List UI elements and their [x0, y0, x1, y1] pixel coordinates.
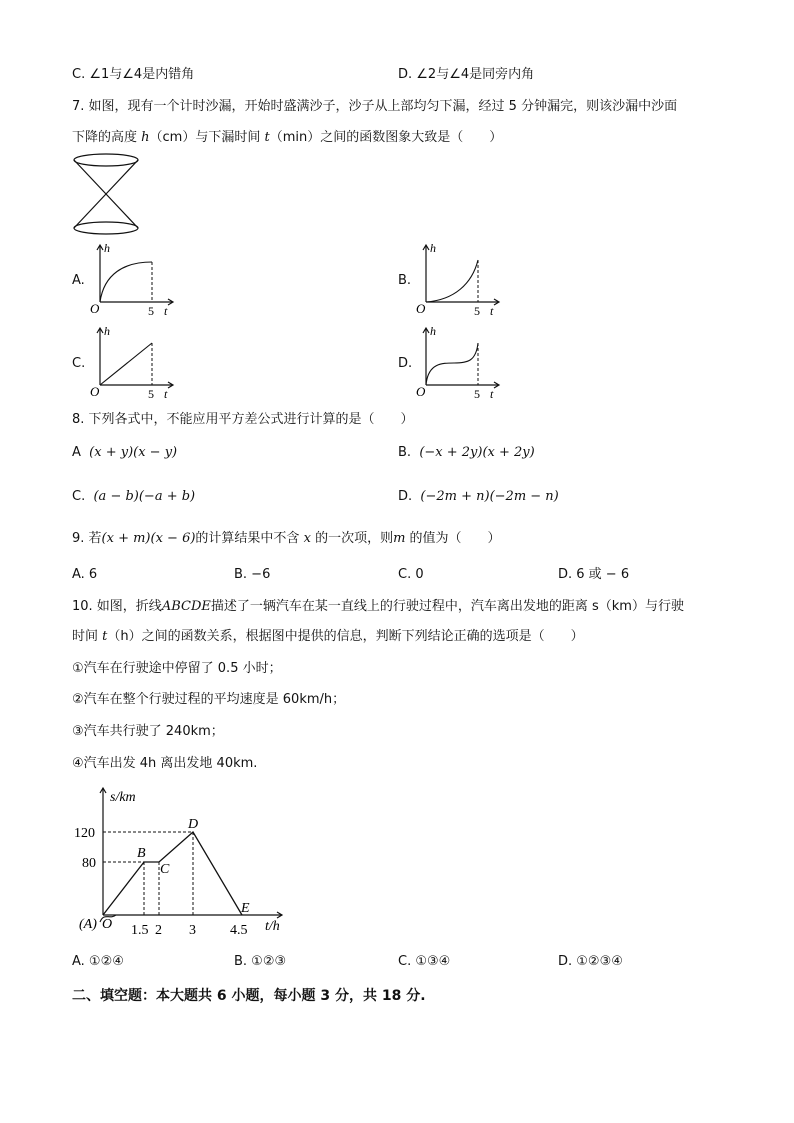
option-d: D. (−2m + n)(−2m − n): [398, 489, 559, 504]
question-8-stem: 8. 下列各式中，不能应用平方差公式进行计算的是（ ）: [72, 412, 414, 427]
svg-text:1.5: 1.5: [131, 923, 149, 938]
svg-text:O: O: [90, 301, 100, 316]
option-b: B. −6: [234, 567, 271, 582]
option-a: A (x + y)(x − y): [72, 445, 178, 460]
svg-text:2: 2: [155, 923, 162, 938]
svg-text:5: 5: [474, 387, 480, 401]
svg-text:t: t: [490, 304, 494, 318]
statement-3: ③汽车共行驶了 240km；: [72, 724, 224, 739]
option-c: C. ①③④: [398, 954, 451, 969]
option-a-label: A.: [72, 273, 85, 288]
svg-text:5: 5: [148, 387, 154, 401]
question-10-line-1: 10. 如图，折线ABCDE描述了一辆汽车在某一直线上的行驶过程中，汽车离出发地的距离 s（km）与行驶: [72, 599, 684, 614]
svg-text:t: t: [164, 304, 168, 318]
hourglass-figure: [70, 152, 142, 236]
option-b-label: B.: [398, 273, 412, 288]
question-9-stem: 9. 若(x + m)(x − 6)的计算结果中不含 x 的一次项，则m 的值为（ ）: [72, 531, 501, 546]
svg-text:D: D: [188, 817, 199, 832]
question-7-line-2: 下降的高度 h（cm）与下漏时间 t（min）之间的函数图象大致是（ ）: [72, 130, 503, 145]
svg-text:B: B: [137, 846, 146, 861]
svg-text:5: 5: [148, 304, 154, 318]
option-a: A. 6: [72, 567, 98, 582]
svg-text:O: O: [416, 301, 426, 316]
option-c: C. 0: [398, 567, 424, 582]
statement-4: ④汽车出发 4h 离出发地 40km.: [72, 756, 258, 771]
option-c: C. (a − b)(−a + b): [72, 489, 196, 504]
section-heading: 二、填空题：本大题共 6 小题，每小题 3 分，共 18 分.: [72, 988, 426, 1004]
svg-text:120: 120: [74, 826, 95, 841]
option-b: B. (−x + 2y)(x + 2y): [398, 445, 535, 460]
statement-2: ②汽车在整个行驶过程的平均速度是 60km/h；: [72, 692, 346, 707]
svg-text:O: O: [90, 384, 100, 399]
question-10-line-2: 时间 t（h）之间的函数关系，根据图中提供的信息，判断下列结论正确的选项是（ ）: [72, 629, 584, 644]
svg-text:E: E: [241, 901, 250, 916]
svg-text:s/km: s/km: [110, 790, 136, 805]
svg-text:(A): (A): [79, 917, 97, 932]
option-c: C. ∠1与∠4是内错角: [72, 67, 195, 82]
svg-text:h: h: [104, 324, 110, 338]
svg-text:h: h: [104, 241, 110, 255]
option-d: D. ∠2与∠4是同旁内角: [398, 67, 535, 82]
svg-text:h: h: [430, 241, 436, 255]
svg-text:80: 80: [82, 856, 96, 871]
graph-option-b: [414, 240, 506, 316]
svg-text:O: O: [102, 917, 113, 932]
svg-text:h: h: [430, 324, 436, 338]
option-d-label: D.: [398, 356, 413, 371]
option-a: A. ①②④: [72, 954, 124, 969]
graph-option-d: [414, 323, 506, 399]
svg-text:3: 3: [189, 923, 196, 938]
option-d: D. 6 或 − 6: [558, 567, 630, 582]
question-7-line-1: 7. 如图，现有一个计时沙漏，开始时盛满沙子，沙子从上部均匀下漏，经过 5 分钟漏完，则该沙漏中沙面: [72, 99, 678, 114]
distance-time-graph: [70, 784, 290, 940]
option-c-label: C.: [72, 356, 86, 371]
svg-text:t/h: t/h: [265, 919, 280, 934]
svg-text:5: 5: [474, 304, 480, 318]
graph-option-a: [88, 240, 180, 316]
option-d: D. ①②③④: [558, 954, 623, 969]
svg-text:O: O: [416, 384, 426, 399]
svg-text:4.5: 4.5: [230, 923, 248, 938]
graph-option-c: [88, 323, 180, 399]
svg-text:C: C: [160, 862, 170, 877]
svg-text:t: t: [490, 387, 494, 401]
statement-1: ①汽车在行驶途中停留了 0.5 小时；: [72, 661, 282, 676]
option-b: B. ①②③: [234, 954, 287, 969]
svg-text:t: t: [164, 387, 168, 401]
